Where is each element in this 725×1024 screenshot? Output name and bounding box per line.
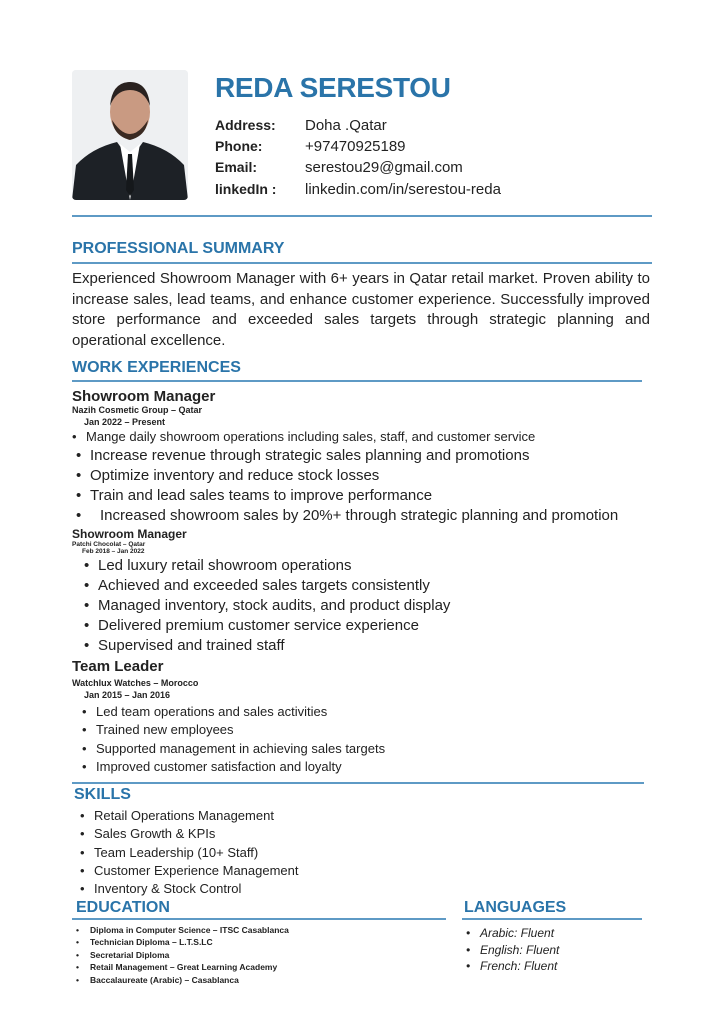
education-item: • Secretarial Diploma	[76, 949, 289, 961]
summary-heading: PROFESSIONAL SUMMARY	[72, 240, 285, 257]
phone-label: Phone:	[215, 138, 263, 154]
education-item: • Technician Diploma – L.T.S.LC	[76, 936, 289, 948]
candidate-name: REDA SERESTOU	[215, 72, 451, 103]
language-item: • English: Fluent	[466, 942, 559, 959]
language-item: • French: Fluent	[466, 958, 559, 975]
email-value[interactable]: serestou29@gmail.com	[305, 159, 463, 176]
skill-item: • Inventory & Stock Control	[80, 880, 299, 898]
job-bullet: • Trained new employees	[82, 721, 662, 739]
divider	[72, 380, 642, 382]
languages-heading: LANGUAGES	[464, 899, 567, 916]
divider	[72, 782, 644, 784]
divider	[72, 215, 652, 217]
linkedin-label: linkedIn :	[215, 181, 277, 197]
education-item: • Retail Management – Great Learning Academy	[76, 961, 289, 973]
email-label: Email:	[215, 159, 258, 175]
languages-list	[466, 925, 559, 975]
job-company: Watchlux Watches – Morocco	[72, 678, 199, 688]
job-bullet: • Led luxury retail showroom operations	[84, 556, 662, 576]
job-bullet: • Supervised and trained staff	[84, 636, 662, 656]
job-dates: Jan 2015 – Jan 2016	[84, 690, 171, 700]
job-bullet: • Managed inventory, stock audits, and product display	[84, 596, 662, 616]
linkedin-value[interactable]: linkedin.com/in/serestou-reda	[305, 181, 501, 198]
job-dates: Jan 2022 – Present	[84, 417, 166, 427]
job-company: Patchi Chocolat – Qatar	[72, 541, 146, 548]
job-bullet: • Mange daily showroom operations including sales, staff, and customer service	[72, 428, 662, 446]
address-label: Address:	[215, 117, 276, 133]
divider	[72, 918, 446, 920]
divider	[462, 918, 642, 920]
address-value: Doha .Qatar	[305, 117, 387, 134]
job-title: Team Leader	[72, 658, 164, 675]
job-dates: Feb 2018 – Jan 2022	[82, 548, 145, 555]
job-1	[72, 388, 662, 526]
skill-item: • Retail Operations Management	[80, 807, 299, 825]
job-title: Showroom Manager	[72, 527, 187, 541]
skills-list	[80, 807, 299, 898]
job-bullet: • Led team operations and sales activities	[82, 703, 662, 721]
skill-item: • Customer Experience Management	[80, 862, 299, 880]
education-heading: EDUCATION	[76, 899, 170, 916]
job-3	[72, 658, 662, 776]
education-item: • Diploma in Computer Science – ITSC Casablanca	[76, 924, 289, 936]
summary-text: Experienced Showroom Manager with 6+ years in Qatar retail market. Proven ability to increase sales, lead teams, and enhance customer experience. Successfully improved store performance and exceeded sales targets through strategic planning and operational excellence.	[72, 270, 650, 349]
skill-item: • Team Leadership (10+ Staff)	[80, 844, 299, 862]
job-bullet: • Optimize inventory and reduce stock losses	[76, 466, 662, 486]
job-bullet: • Increase revenue through strategic sales planning and promotions	[76, 446, 662, 466]
skills-heading: SKILLS	[74, 786, 131, 803]
profile-photo	[72, 70, 188, 200]
divider	[72, 262, 652, 264]
phone-value: +97470925189	[305, 138, 406, 155]
job-bullet: • Increased showroom sales by 20%+ through strategic planning and promotion	[76, 506, 662, 526]
job-bullet: • Supported management in achieving sales targets	[82, 740, 662, 758]
job-bullet: • Achieved and exceeded sales targets consistently	[84, 576, 662, 596]
job-bullet: • Train and lead sales teams to improve performance	[76, 486, 662, 506]
skill-item: • Sales Growth & KPIs	[80, 825, 299, 843]
language-item: • Arabic: Fluent	[466, 925, 559, 942]
education-item: • Baccalaureate (Arabic) – Casablanca	[76, 974, 289, 986]
job-bullet: • Delivered premium customer service experience	[84, 616, 662, 636]
work-heading: WORK EXPERIENCES	[72, 359, 241, 376]
job-company: Nazih Cosmetic Group – Qatar	[72, 405, 203, 415]
job-bullet: • Improved customer satisfaction and loyalty	[82, 758, 662, 776]
job-title: Showroom Manager	[72, 388, 216, 405]
education-list	[76, 924, 289, 986]
job-2	[72, 527, 662, 656]
